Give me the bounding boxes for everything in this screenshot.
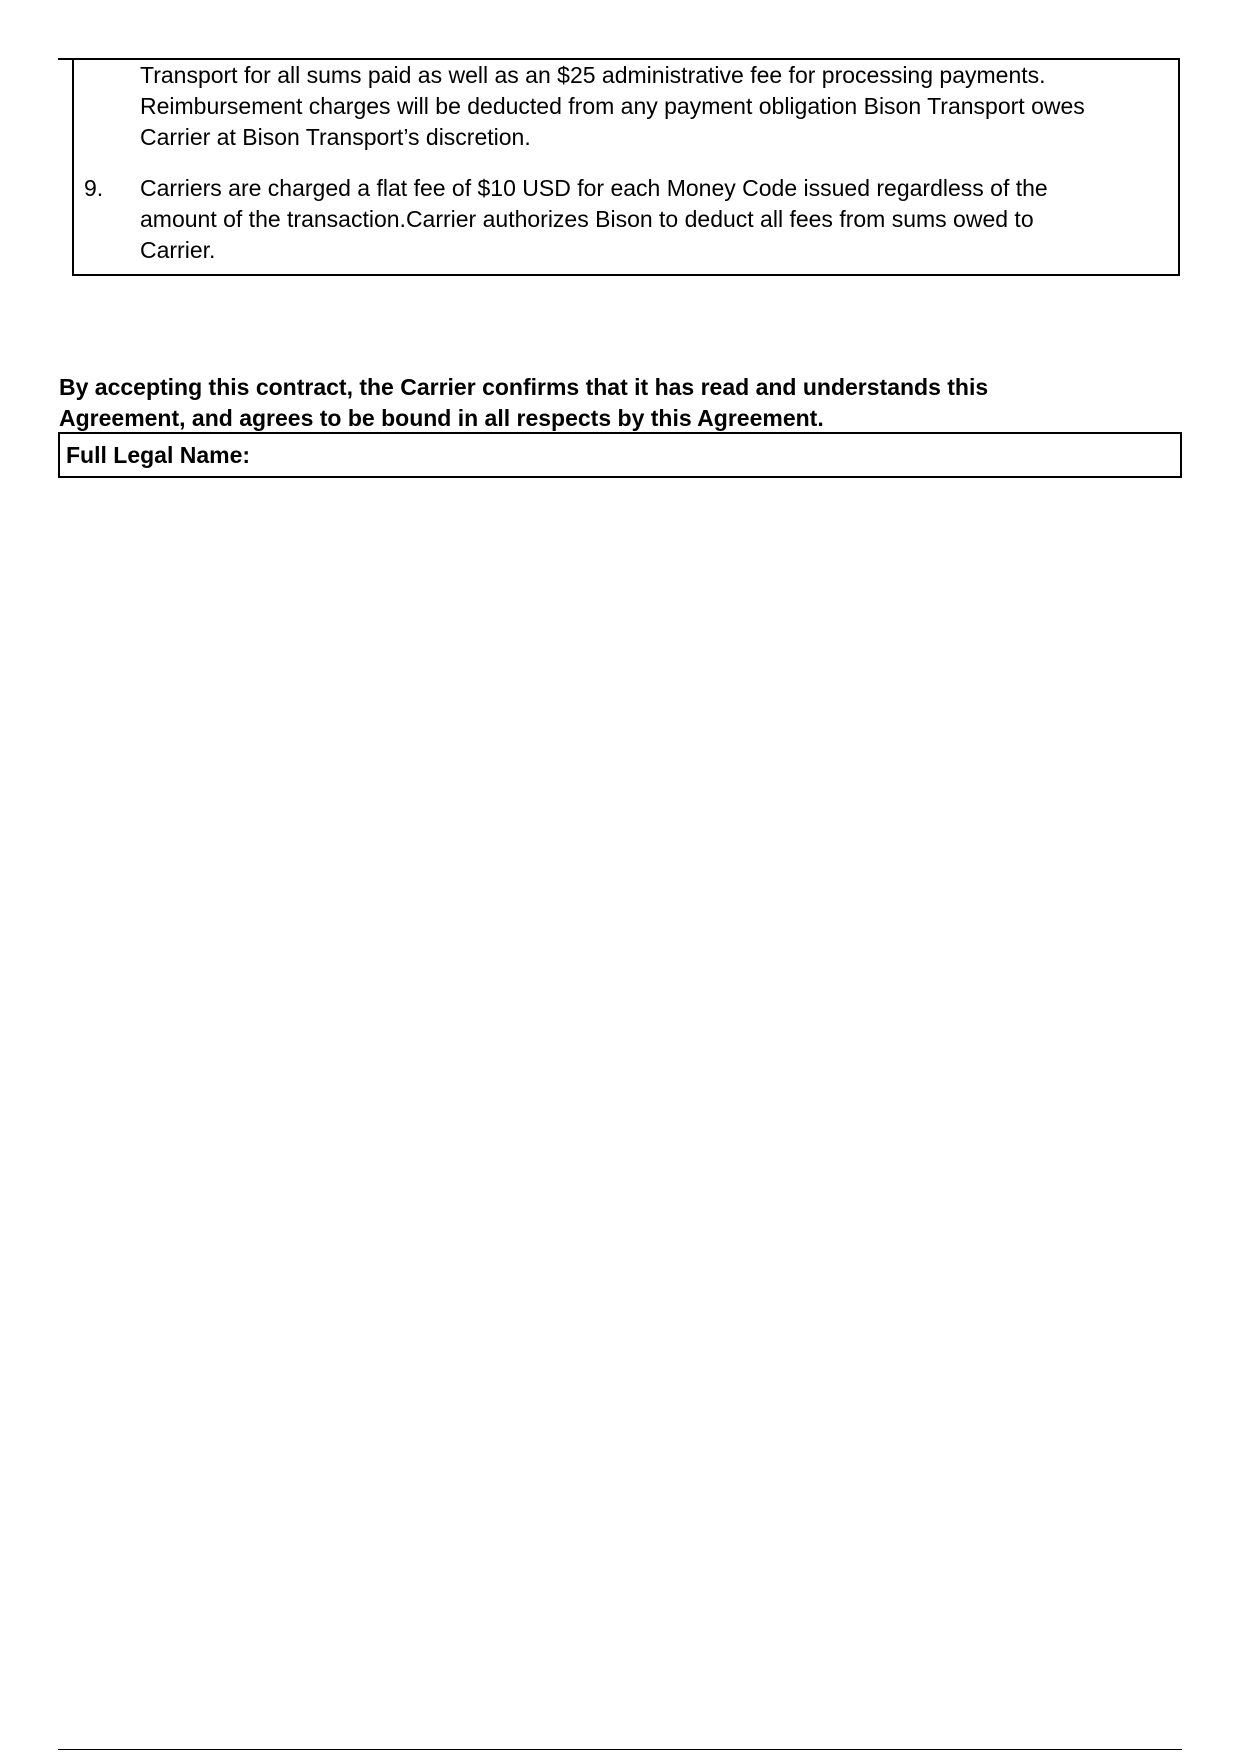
footer-rule — [58, 1749, 1182, 1750]
clause-8-line-1: Transport for all sums paid as well as an $25 administrative fee for processing payments. — [140, 62, 1046, 88]
clause-9-number: 9. — [84, 175, 104, 201]
clause-9-line-3: Carrier. — [140, 237, 216, 263]
full-legal-name-label: Full Legal Name: — [66, 442, 251, 468]
full-legal-name-field[interactable] — [58, 432, 1182, 478]
clause-9-line-2: amount of the transaction.Carrier authorizes Bison to deduct all fees from sums owed to — [140, 206, 1034, 232]
acceptance-line-1: By accepting this contract, the Carrier confirms that it has read and understands this — [59, 374, 989, 400]
clause-table-cell — [72, 58, 1180, 276]
clause-8-line-3: Carrier at Bison Transport’s discretion. — [140, 124, 531, 150]
acceptance-statement — [59, 372, 988, 434]
acceptance-line-2: Agreement, and agrees to be bound in all respects by this Agreement. — [59, 405, 824, 431]
clause-8-line-2: Reimbursement charges will be deducted from any payment obligation Bison Transport owes — [140, 93, 1085, 119]
clause-9-line-1: Carriers are charged a flat fee of $10 USD for each Money Code issued regardless of the — [140, 175, 1048, 201]
